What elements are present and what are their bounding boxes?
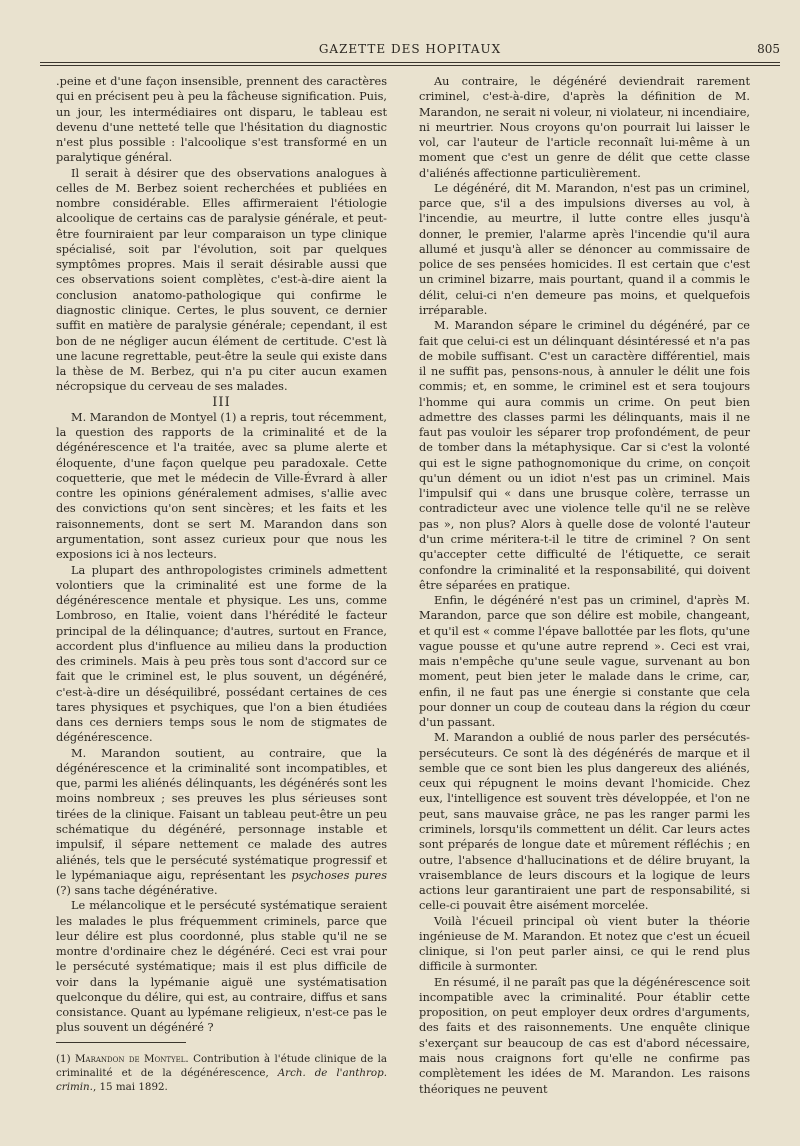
footnote-rule <box>56 1042 186 1043</box>
paragraph: M. Marandon sépare le criminel du dégénéré, par ce fait que celui-ci est un délinquant désintéressé et n'a pas de mobile suffisant. C'est un caractère différentiel, mais il ne suffit pas, pensons-nous, à annuler le délit une fois commis; et, en somme, le criminel est et sera toujours l'homme qui aura commis un crime. On peut bien admettre des classes parmi les délinquants, mais il ne faut pas vouloir les séparer trop profondément, de peur de tomber dans la métaphysique. Car si c'est la volonté qui est le signe pathognomonique du crime, on conçoit qu'un dément ou un idiot n'est pas un criminel. Mais l'impulsif qui « dans une brusque colère, terrasse un contradicteur avec une violence telle qu'il ne se relève pas », non plus? Alors à quelle dose de volonté l'auteur d'un crime méritera-t-il le titre de criminel ? On sent qu'accepter cette difficulté de l'étiquette, ce serait confondre la criminalité et la responsabilité, qui doivent être séparées en pratique. <box>419 319 750 592</box>
paragraph: Voilà l'écueil principal où vient buter la théorie ingénieuse de M. Marandon. Et notez que c'est un écueil clinique, si l'on peut parler ainsi, ce qui le rend plus difficile à surmonter. <box>419 914 750 974</box>
page-number: 805 <box>757 42 780 56</box>
paragraph: Il serait à désirer que des observations analogues à celles de M. Berbez soient recherchées et publiées en nombre considérable. Elles affirmeraient l'étiologie alcoolique de certains cas de paralysie générale, et peut-être fourniraient par leur comparaison un type clinique spécialisé, soit par l'évolution, soit par quelques symptômes propres. Mais il serait désirable aussi que ces observations soient complètes, c'est-à-dire aient la conclusion anatomo-pathologique qui confirme le diagnostic clinique. Certes, le plus souvent, ce dernier suffit en matière de paralysie générale; cependant, il est bon de ne négliger aucun élément de certitude. C'est là une lacune regrettable, peut-être la seule qui existe dans la thèse de M. Berbez, qui n'a pu citer aucun examen nécropsique du cerveau de ses malades. <box>56 166 387 394</box>
running-title: GAZETTE DES HOPITAUX <box>318 42 502 56</box>
paragraph: Enfin, le dégénéré n'est pas un criminel, d'après M. Marandon, parce que son délire est mobile, changeant, et qu'il est « comme l'épave ballottée par les flots, qu'une vague pousse et qu'une autre reprend ». Ceci est vrai, mais n'empêche qu'une seule vague, survenant au bon moment, peut bien jeter le malade dans le crime, car, enfin, il ne faut pas une énergie si constante que cela pour donner un coup de couteau dans la région du cœur d'un passant. <box>419 594 750 730</box>
italic-term: psychoses pures <box>291 868 388 882</box>
section-number: III <box>212 394 231 410</box>
paragraph: Au contraire, le dégénéré deviendrait rarement criminel, c'est-à-dire, d'après la définition de M. Marandon, ne serait ni voleur, ni violateur, ni incendiaire, ni meurtrier. Nous croyons qu'on pourrait lui laisser le vol, car l'auteur de l'article reconnaît lui-même à un moment que c'est un genre de délit que cette classe d'aliénés affectionne particulièrement. <box>419 75 750 180</box>
right-column <box>419 74 750 1097</box>
footnote-journal: Arch. de l'anthrop. crimin. <box>56 1067 387 1093</box>
paragraph-text: M. Marandon soutient, au contraire, que la dégénérescence et la criminalité sont incompatibles, et que, parmi les aliénés délinquants, les dégénérés sont les moins nombreux ; ses preuves les plus sérieuses sont tirées de la clinique. Faisant un tableau peut-être un peu schématique du dégénéré, personnage instable et impulsif, il sépare nettement ce malade des autres aliénés, tels que le persécuté systématique progressif et le lypémaniaque aigu, représentant les <box>56 746 387 882</box>
paragraph: .peine et d'une façon insensible, prennent des caractères qui en précisent peu à peu la fâcheuse signification. Puis, un jour, les intermédiaires ont disparu, le tableau est devenu d'une netteté telle que l'hésitation du diagnostic n'est plus possible : l'alcoolique s'est transformé en un paralytique général. <box>56 75 387 165</box>
header-rule-top <box>40 62 780 63</box>
paragraph: M. Marandon de Montyel (1) a repris, tout récemment, la question des rapports de la criminalité et de la dégénérescence et l'a traitée, avec sa plume alerte et éloquente, d'une façon quelque peu paradoxale. Cette coquetterie, que met le médecin de Ville-Évrard à aller contre les opinions généralement admises, s'allie avec des convictions qu'on sent sincères; et les faits et les raisonnements, dont se sert M. Marandon dans son argumentation, sont assez curieux pour que nous les exposions ici à nos lecteurs. <box>56 410 387 562</box>
header-rule-bottom <box>40 65 780 66</box>
paragraph: En résumé, il ne paraît pas que la dégénérescence soit incompatible avec la criminalité. Pour établir cette proposition, on peut employer deux ordres d'arguments, des faits et des raisonnements. Une enquête clinique s'exerçant sur beaucoup de cas est d'abord nécessaire, mais nous craignons fort qu'elle ne confirme pas complètement les idées de M. Marandon. Les raisons théoriques ne peuvent <box>419 975 750 1096</box>
footnote <box>56 1052 387 1094</box>
footnote-marker: (1) <box>56 1053 75 1065</box>
paragraph: M. Marandon a oublié de nous parler des persécutés-persécuteurs. Ce sont là des dégénérés de marque et il semble que ce sont bien les plus dangereux des aliénés, ceux qui répugnent le moins devant l'homicide. Chez eux, l'intelligence est souvent très développée, et l'on ne peut, sans mauvaise grâce, ne pas les ranger parmi les criminels, lorsqu'ils commettent un délit. Car leurs actes sont préparés de longue date et mûrement réfléchis ; en outre, l'absence d'hallucinations et de délire bruyant, la vraisemblance de leurs discours et la logique de leurs actions leur garantiraient une part de responsabilité, si celle-ci pouvait être aisément morcelée. <box>419 731 750 913</box>
paragraph-text: (?) sans tache dégénérative. <box>56 884 218 898</box>
paragraph: Le mélancolique et le persécuté systématique seraient les malades le plus fréquemment criminels, parce que leur délire est plus coordonné, plus stable qu'il ne se montre d'ordinaire chez le dégénéré. Ceci est vrai pour le persécuté systématique; mais il est plus difficile de voir dans la lypémanie aiguë une systématisation quelconque du délire, qui est, au contraire, diffus et sans consistance. Quant au lypémane religieux, n'est-ce pas le plus souvent un dégénéré ? <box>56 899 387 1035</box>
footnote-text: . Contribution à l'étude clinique de la criminalité et de la dégénérescence, <box>56 1053 388 1079</box>
paragraph <box>56 746 387 899</box>
page-header <box>40 40 780 60</box>
paragraph: Le dégénéré, dit M. Marandon, n'est pas un criminel, parce que, s'il a des impulsions diverses au vol, à l'incendie, au meurtre, il lutte contre elles jusqu'à donner, le premier, l'alarme après l'incendie qu'il aura allumé et jusqu'à aller se dénoncer au commissaire de police de ses pensées homicides. Il est certain que c'est un criminel bizarre, mais pourtant, quand il a commis le délit, celui-ci n'en demeure pas moins, et quelquefois irréparable. <box>419 181 750 317</box>
left-column <box>56 74 387 1036</box>
footnote-date: , 15 mai 1892. <box>92 1081 168 1093</box>
paragraph: La plupart des anthropologistes criminels admettent volontiers que la criminalité est une forme de la dégénérescence mentale et physique. Les uns, comme Lombroso, en Italie, voient dans l'hérédité le facteur principal de la délinquance; d'autres, surtout en France, accordent plus d'influence au milieu dans la production des criminels. Mais à peu près tous sont d'accord sur ce fait que le criminel est, le plus souvent, un dégénéré, c'est-à-dire un déséquilibré, possédant certaines de ces tares physiques et psychiques, que l'on a bien étudiées dans ces derniers temps sous le nom de stigmates de dégénérescence. <box>56 563 387 745</box>
footnote-author: Marandon de Montyel <box>74 1053 186 1065</box>
